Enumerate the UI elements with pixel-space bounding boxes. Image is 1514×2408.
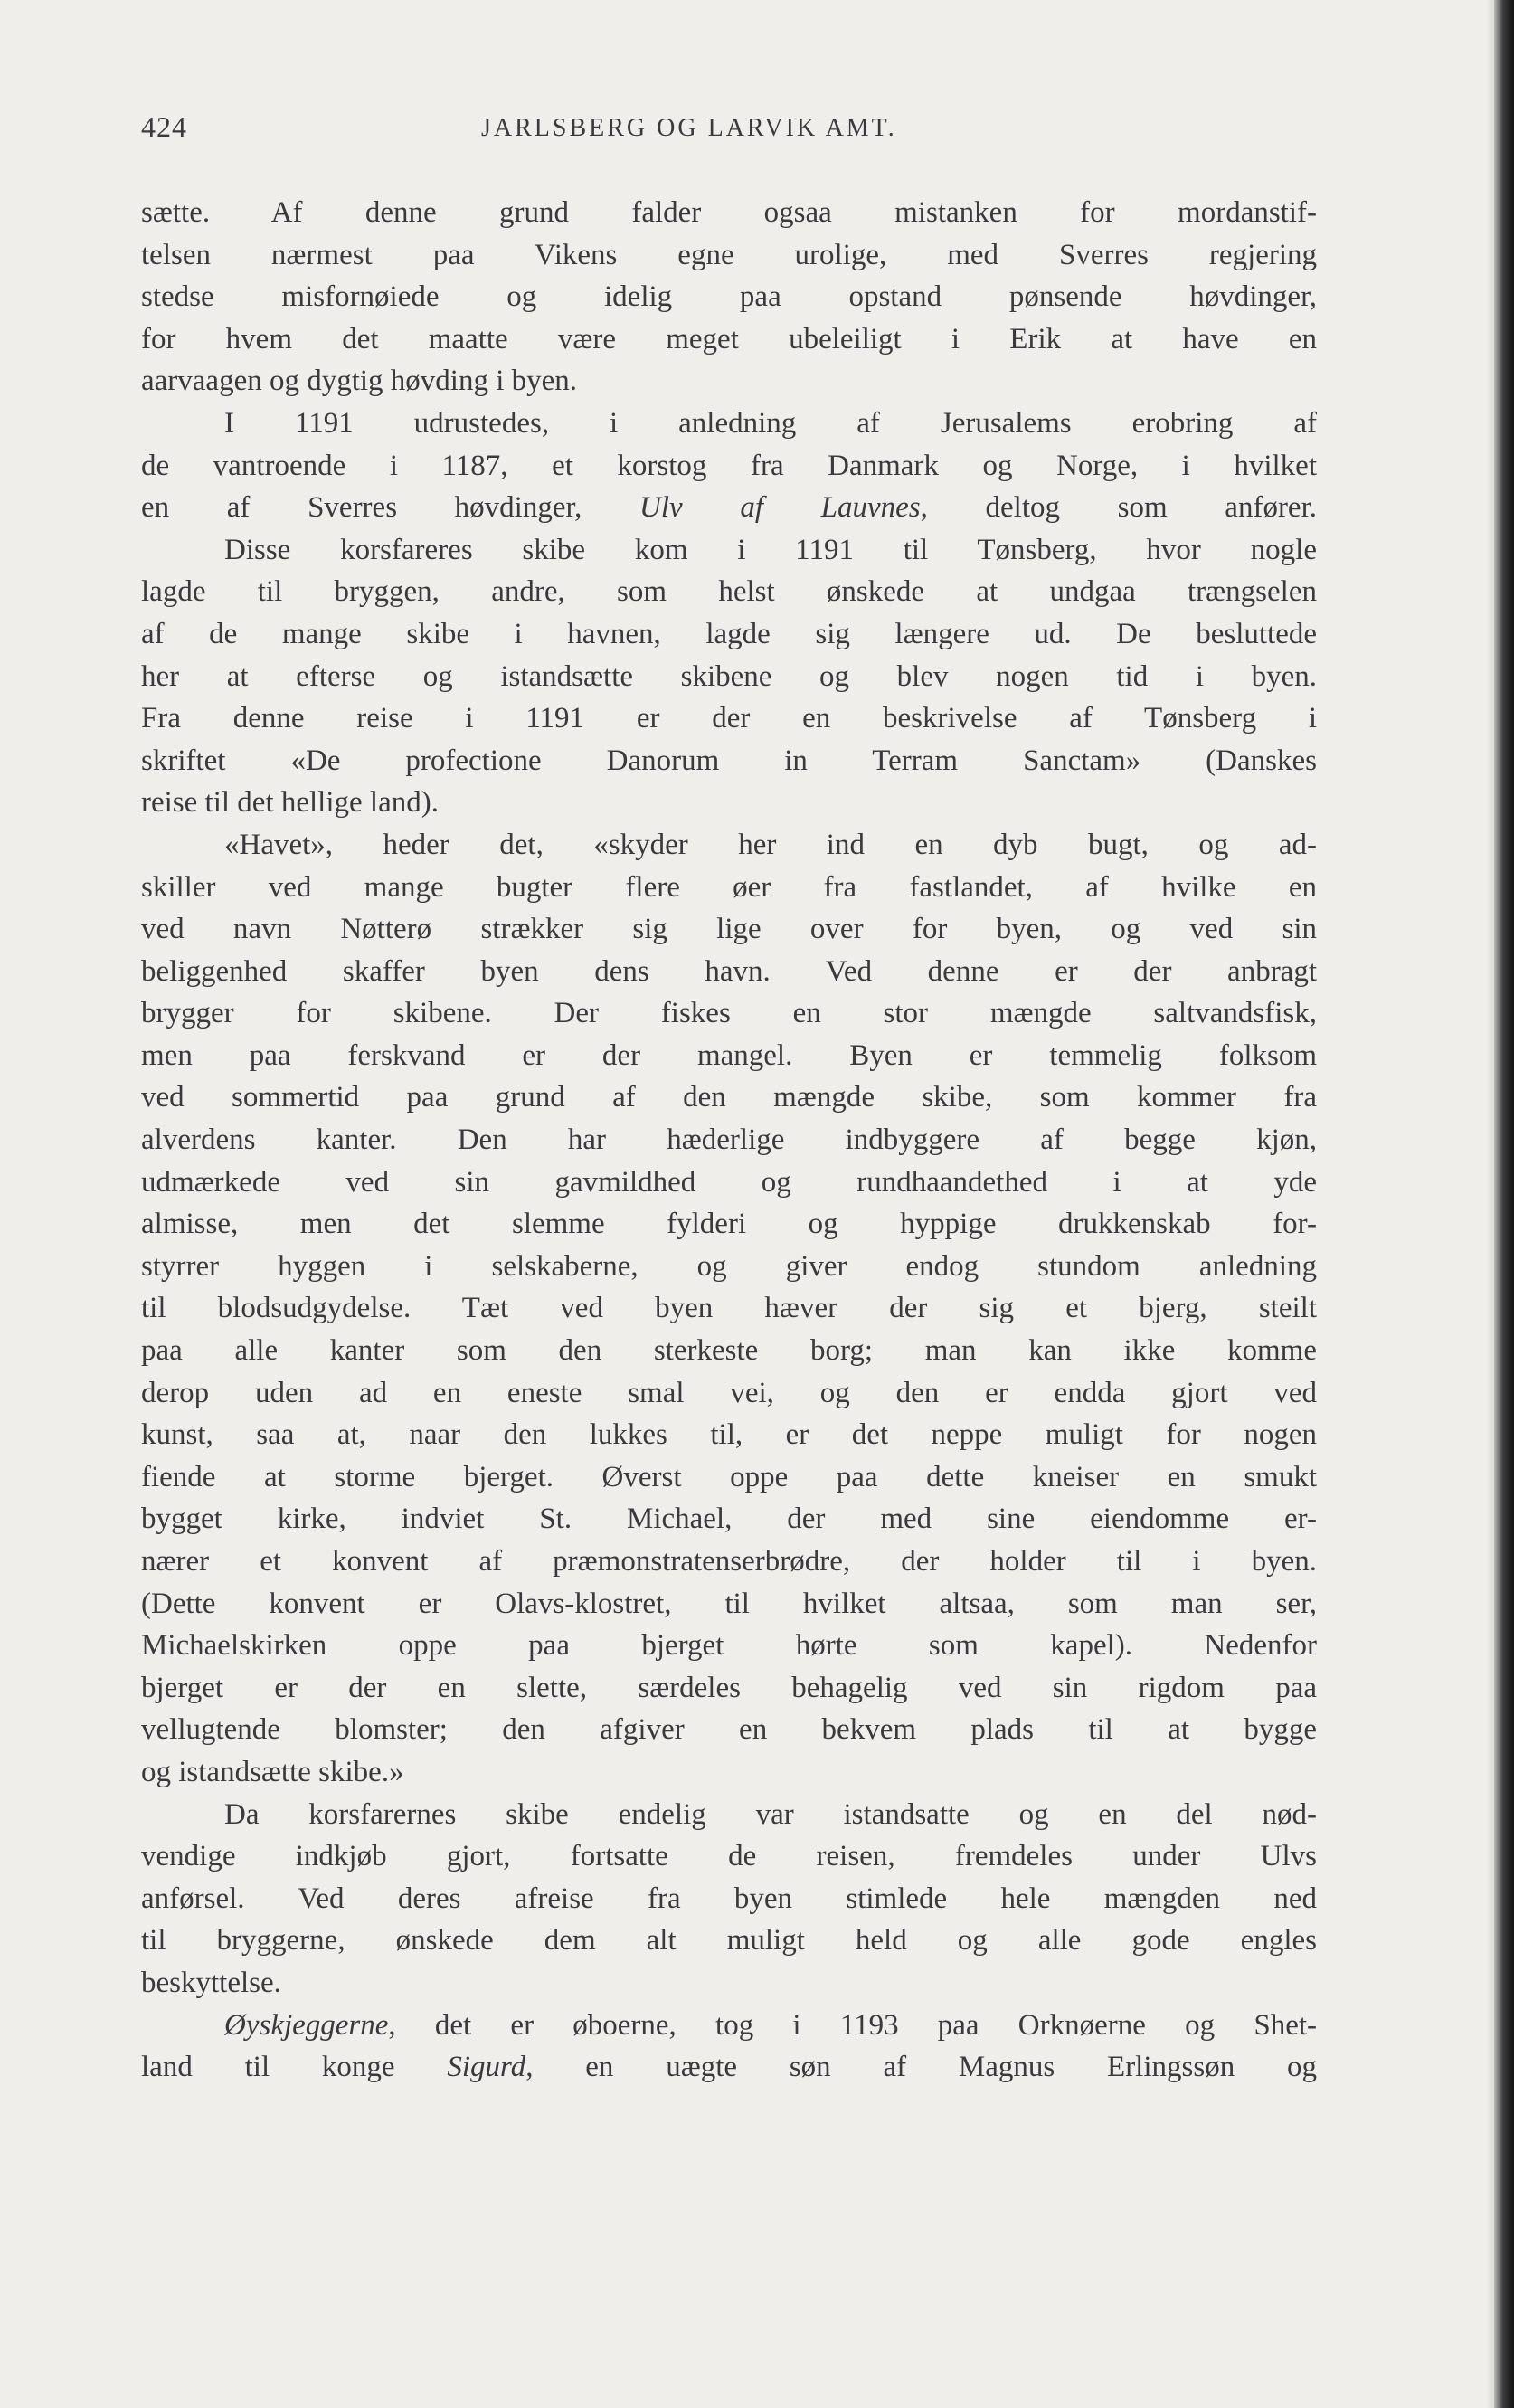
text-line: sætte. Af denne grund falder ogsaa mistanken for mordanstif- — [141, 196, 1317, 229]
text-line-with-italic: land til konge Sigurd, en uægte søn af Magnus Erlingssøn og — [141, 2051, 1318, 2084]
text-line-with-italic: en af Sverres høvdinger, Ulv af Lauvnes, deltog som anfører. — [141, 491, 1317, 525]
text-line: udmærkede ved sin gavmildhed og rundhaandethed i at yde — [141, 1165, 1317, 1199]
text-line: ved sommertid paa grund af den mængde skibe, som kommer fra — [141, 1081, 1317, 1114]
text-line: af de mange skibe i havnen, lagde sig længere ud. De besluttede — [141, 617, 1317, 650]
text-line: her at efterse og istandsætte skibene og blev nogen tid i byen. — [141, 659, 1317, 693]
text-line: til blodsudgydelse. Tæt ved byen hæver der sig et bjerg, steilt — [141, 1292, 1317, 1325]
text-line: vellugtende blomster; den afgiver en bekvem plads til at bygge — [141, 1713, 1317, 1747]
text-line: men paa ferskvand er der mangel. Byen er temmelig folksom — [141, 1038, 1317, 1072]
text-line: almisse, men det slemme fylderi og hyppige drukkenskab for- — [141, 1208, 1317, 1241]
text-line: kunst, saa at, naar den lukkes til, er det neppe muligt for nogen — [141, 1418, 1317, 1452]
text-line: styrrer hyggen i selskaberne, og giver endog stundom anledning — [141, 1249, 1317, 1283]
text-line: derop uden ad en eneste smal vei, og den er endda gjort ved — [141, 1376, 1317, 1409]
text-line: lagde til bryggen, andre, som helst ønskede at undgaa trængselen — [141, 575, 1317, 609]
text-line: brygger for skibene. Der fiskes en stor mængde saltvandsfisk, — [141, 997, 1317, 1030]
text-line: aarvaagen og dygtig høvding i byen. — [141, 365, 578, 398]
text-line-with-italic: Øyskjeggerne, det er øboerne, tog i 1193 paa Orknøerne og Shet- — [224, 2008, 1317, 2042]
italic-name: Ulv af Lauvnes — [639, 491, 921, 525]
italic-term: Øyskjeggerne — [224, 2008, 389, 2042]
text-line: anførsel. Ved deres afreise fra byen stimlede hele mængden ned — [141, 1882, 1317, 1915]
text-line: telsen nærmest paa Vikens egne urolige, med Sverres regjering — [141, 238, 1317, 271]
text-line: bygget kirke, indviet St. Michael, der med sine eiendomme er- — [141, 1503, 1317, 1536]
body-text — [141, 192, 1317, 2089]
text-line: Da korsfarernes skibe endelig var istandsatte og en del nød- — [224, 1797, 1317, 1831]
text-line: nærer et konvent af præmonstratenserbrødre, der holder til i byen. — [141, 1545, 1317, 1578]
page-number: 424 — [141, 110, 187, 143]
text-line: stedse misfornøiede og idelig paa opstand pønsende høvdinger, — [141, 280, 1317, 314]
italic-name: Sigurd — [447, 2051, 526, 2084]
text-line: til bryggerne, ønskede dem alt muligt held og alle gode engles — [141, 1924, 1317, 1958]
text-line: (Dette konvent er Olavs-klostret, til hvilket altsaa, som man ser, — [141, 1587, 1317, 1620]
text-line: fiende at storme bjerget. Øverst oppe paa dette kneiser en smukt — [141, 1460, 1317, 1493]
text-line: Michaelskirken oppe paa bjerget hørte som kapel). Nedenfor — [141, 1629, 1317, 1663]
text-line: reise til det hellige land). — [141, 786, 439, 820]
page-binding-edge — [1494, 0, 1514, 2408]
text-line: alverdens kanter. Den har hæderlige indbyggere af begge kjøn, — [141, 1123, 1317, 1157]
text-line: og istandsætte skibe.» — [141, 1755, 404, 1788]
page-header — [141, 110, 1317, 156]
running-title: JARLSBERG OG LARVIK AMT. — [481, 114, 897, 142]
text-line: I 1191 udrustedes, i anledning af Jerusalems erobring af — [224, 406, 1317, 440]
text-line: for hvem det maatte være meget ubeleiligt i Erik at have en — [141, 322, 1317, 356]
text-line: vendige indkjøb gjort, fortsatte de reisen, fremdeles under Ulvs — [141, 1840, 1317, 1873]
text-line: Disse korsfareres skibe kom i 1191 til Tønsberg, hvor nogle — [224, 533, 1317, 566]
text-line: ved navn Nøtterø strækker sig lige over for byen, og ved sin — [141, 913, 1317, 946]
text-line: «Havet», heder det, «skyder her ind en dyb bugt, og ad- — [224, 828, 1317, 861]
text-line: beliggenhed skaffer byen dens havn. Ved denne er der anbragt — [141, 954, 1317, 988]
text-line: beskyttelse. — [141, 1966, 281, 1999]
text-line: paa alle kanter som den sterkeste borg; man kan ikke komme — [141, 1334, 1317, 1368]
page-shadow — [1485, 0, 1494, 2408]
text-line: bjerget er der en slette, særdeles behagelig ved sin rigdom paa — [141, 1671, 1317, 1704]
text-line: skriftet «De profectione Danorum in Terram Sanctam» (Danskes — [141, 744, 1317, 777]
text-line: skiller ved mange bugter flere øer fra fastlandet, af hvilke en — [141, 870, 1317, 904]
text-line: Fra denne reise i 1191 er der en beskrivelse af Tønsberg i — [141, 702, 1317, 735]
text-line: de vantroende i 1187, et korstog fra Danmark og Norge, i hvilket — [141, 449, 1317, 482]
